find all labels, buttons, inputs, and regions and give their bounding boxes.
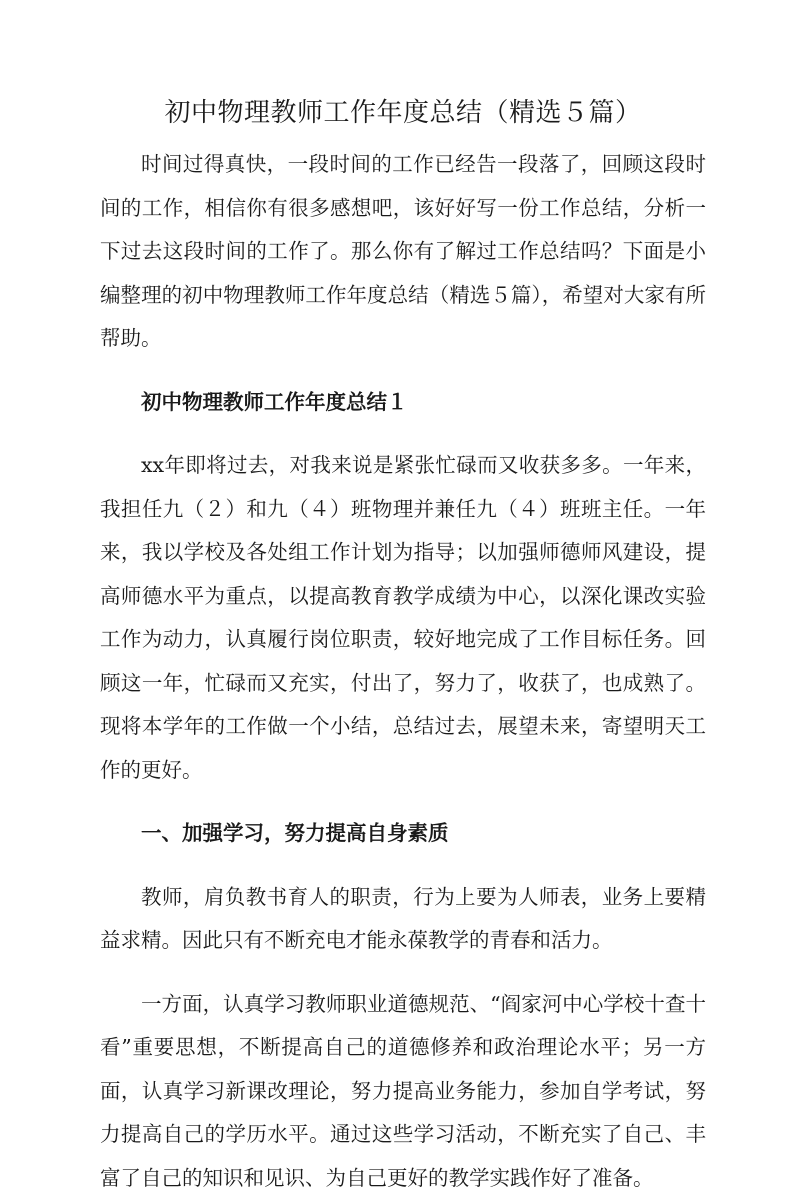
paragraph-2: 教师，肩负教书育人的职责，行为上要为人师表，业务上要精益求精。因此只有不断充电才能永葆教学的青春和活力。 (100, 876, 706, 963)
section-1-paragraph: xx年即将过去，对我来说是紧张忙碌而又收获多多。一年来，我担任九（２）和九（４）班物理并兼任九（４）班班主任。一年来，我以学校及各处组工作计划为指导；以加强师德师风建设，提高师德水平为重点，以提高教育教学成绩为中心，以深化课改实验工作为动力，认真履行岗位职责，较好地完成了工作目标任务。回顾这一年，忙碌而又充实，付出了，努力了，收获了，也成熟了。现将本学年的工作做一个小结，总结过去，展望未来，寄望明天工作的更好。 (100, 444, 706, 792)
section-1-title: 初中物理教师工作年度总结１ (100, 381, 706, 425)
paragraph-3: 一方面，认真学习教师职业道德规范、“阎家河中心学校十查十看”重要思想，不断提高自己的道德修养和政治理论水平；另一方面，认真学习新课改理论，努力提高业务能力，参加自学考试，努力提高自己的学历水平。通过这些学习活动，不断充实了自己、丰富了自己的知识和见识、为自己更好的教学实践作好了准备。 (100, 983, 706, 1200)
intro-paragraph: 时间过得真快，一段时间的工作已经告一段落了，回顾这段时间的工作，相信你有很多感想吧，该好好写一份工作总结，分析一下过去这段时间的工作了。那么你有了解过工作总结吗？下面是小编整理的初中物理教师工作年度总结（精选５篇），希望对大家有所帮助。 (100, 143, 706, 361)
document-title: 初中物理教师工作年度总结（精选５篇） (100, 95, 706, 131)
subheading-1: 一、加强学习，努力提高自身素质 (100, 812, 706, 856)
